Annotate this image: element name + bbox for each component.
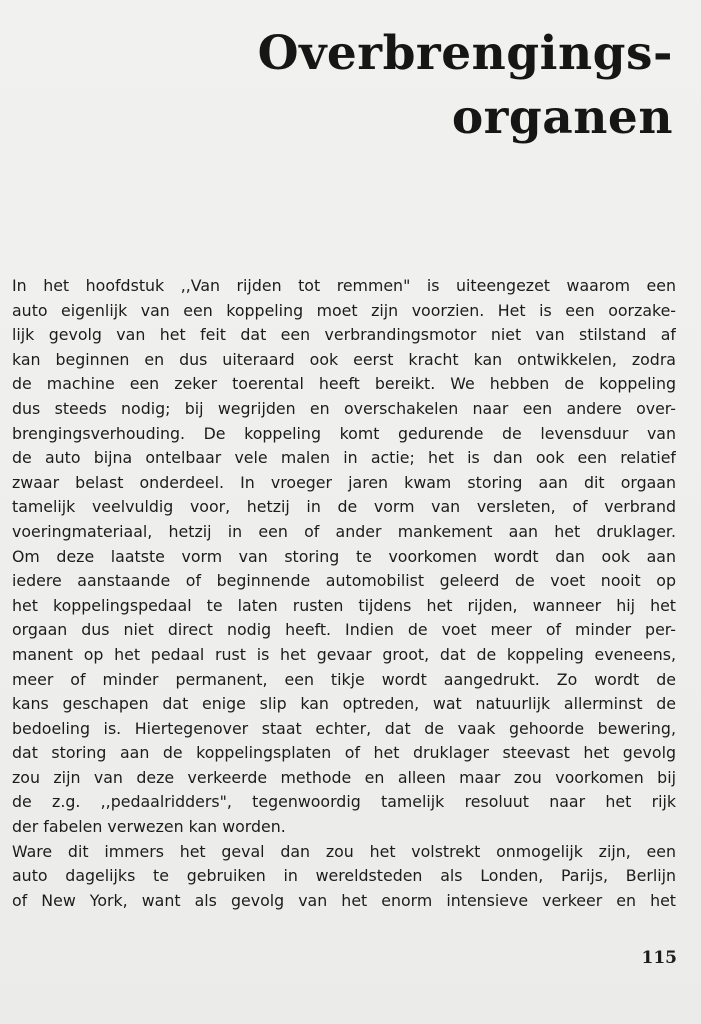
text-line: voeringmateriaal, hetzij in een of ander mankement aan het druklager.: [12, 521, 676, 541]
body-text: [12, 274, 676, 913]
chapter-title-line-2: organen: [451, 90, 673, 145]
page-number: 115: [641, 948, 677, 968]
text-line: de auto bijna ontelbaar vele malen in actie; het is dan ook een relatief: [12, 448, 676, 468]
text-line: dus steeds nodig; bij wegrijden en overschakelen naar een andere over-: [12, 398, 676, 418]
text-line: auto dagelijks te gebruiken in wereldsteden als Londen, Parijs, Berlijn: [12, 866, 676, 886]
text-line: der fabelen verwezen kan worden.: [12, 817, 286, 837]
text-line: of New York, want als gevolg van het enorm intensieve verkeer en het: [12, 890, 676, 910]
text-line: manent op het pedaal rust is het gevaar groot, dat de koppeling eveneens,: [12, 644, 676, 664]
text-line: iedere aanstaande of beginnende automobilist geleerd de voet nooit op: [12, 571, 676, 591]
text-line: lijk gevolg van het feit dat een verbrandingsmotor niet van stilstand af: [12, 325, 676, 345]
text-line: kans geschapen dat enige slip kan optreden, wat natuurlijk allerminst de: [12, 694, 676, 714]
text-line: Ware dit immers het geval dan zou het volstrekt onmogelijk zijn, een: [12, 841, 676, 861]
text-line: brengingsverhouding. De koppeling komt gedurende de levensduur van: [12, 423, 676, 443]
text-line: tamelijk veelvuldig voor, hetzij in de vorm van versleten, of verbrand: [12, 497, 676, 517]
text-line: Om deze laatste vorm van storing te voorkomen wordt dan ook aan: [12, 546, 676, 566]
text-line: meer of minder permanent, een tikje wordt aangedrukt. Zo wordt de: [12, 669, 676, 689]
text-line: kan beginnen en dus uiteraard ook eerst kracht kan ontwikkelen, zodra: [12, 349, 676, 369]
text-line: dat storing aan de koppelingsplaten of het druklager steevast het gevolg: [12, 743, 676, 763]
text-line: de z.g. ,,pedaalridders", tegenwoordig tamelijk resoluut naar het rijk: [12, 792, 676, 812]
chapter-title-line-1: Overbrengings-: [257, 26, 673, 81]
text-line: In het hoofdstuk ,,Van rijden tot remmen" is uiteengezet waarom een: [12, 276, 676, 295]
text-line: zou zijn van deze verkeerde methode en alleen maar zou voorkomen bij: [12, 767, 676, 787]
text-line: het koppelingspedaal te laten rusten tijdens het rijden, wanneer hij het: [12, 595, 676, 615]
text-line: bedoeling is. Hiertegenover staat echter, dat de vaak gehoorde bewering,: [12, 718, 676, 738]
text-line: auto eigenlijk van een koppeling moet zijn voorzien. Het is een oorzake-: [12, 300, 676, 320]
text-line: zwaar belast onderdeel. In vroeger jaren kwam storing aan dit orgaan: [12, 472, 676, 492]
text-line: orgaan dus niet direct nodig heeft. Indien de voet meer of minder per-: [12, 620, 676, 640]
chapter-title: [258, 22, 673, 150]
text-line: de machine een zeker toerental heeft bereikt. We hebben de koppeling: [12, 374, 676, 394]
